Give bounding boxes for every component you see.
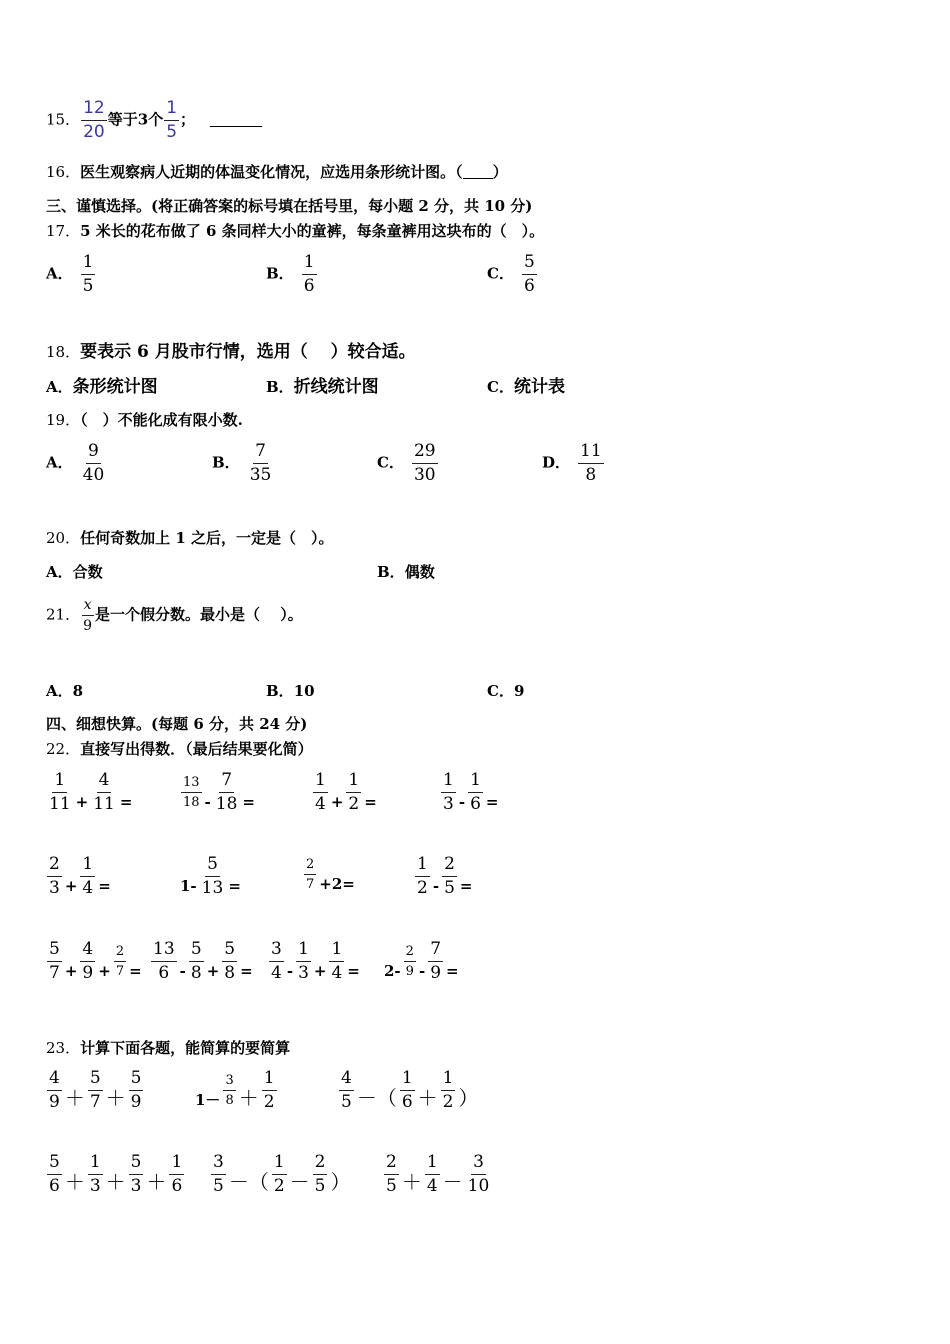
- fraction: $\frac{9}{40}$: [82, 441, 105, 485]
- fraction: $\frac{2}{5}$: [314, 1152, 326, 1196]
- option-b[interactable]: B．折线统计图: [266, 377, 379, 397]
- question-number: 22．: [46, 740, 81, 758]
- question-number: 15．: [46, 110, 81, 129]
- question-22: [46, 738, 313, 759]
- option-a[interactable]: A． $\frac{1}{5}$: [46, 252, 94, 296]
- question-19: [46, 409, 243, 430]
- option-c[interactable]: C． $\frac{29}{30}$: [377, 441, 436, 485]
- fraction: $\frac{x}{9}$: [83, 597, 93, 634]
- question-15: 15． $\frac{12}{20}$ 等于3个 $\frac{1}{5}$ ；: [46, 100, 262, 141]
- fraction: $\frac{29}{30}$: [413, 441, 436, 485]
- question-23: [46, 1037, 290, 1058]
- operator: ＋: [238, 1085, 259, 1110]
- fraction: $\frac{5}{9}$: [130, 1068, 142, 1112]
- fraction: $\frac{1}{4}$: [426, 1152, 438, 1196]
- option-b[interactable]: B． $\frac{1}{6}$: [266, 252, 315, 296]
- fraction: $\frac{7}{35}$: [249, 441, 272, 485]
- option-a[interactable]: A．条形统计图: [46, 377, 158, 397]
- fraction: $\frac{4}{5}$: [341, 1068, 352, 1112]
- option-c[interactable]: C．统计表: [487, 377, 565, 397]
- operator: －（: [228, 1169, 269, 1194]
- question-text: （ ）不能化成有限小数.: [80, 411, 243, 429]
- question-text: 计算下面各题，能简算的要简算: [80, 1039, 291, 1057]
- expression: $\frac{2}{3}$ + $\frac{1}{4}$ =: [49, 854, 111, 898]
- question-16: 16．医生观察病人近期的体温变化情况，应选用条形统计图。（ ）: [46, 163, 508, 181]
- option-b[interactable]: B． $\frac{7}{35}$: [212, 441, 272, 485]
- question-text: 5 米长的花布做了 6 条同样大小的童裤，每条童裤用这块布的（ ）。: [80, 222, 545, 240]
- fraction: $\frac{5}{7}$: [89, 1068, 101, 1112]
- expression: [338, 1070, 480, 1111]
- fraction: $\frac{1}{6}$: [401, 1068, 413, 1112]
- fraction: $\frac{1}{6}$: [303, 252, 315, 296]
- expression: $\frac{1}{4}$ + $\frac{1}{2}$ =: [315, 770, 377, 814]
- option-b[interactable]: B．偶数: [377, 563, 435, 581]
- fraction: $\frac{3}{10}$: [467, 1152, 490, 1196]
- option-b[interactable]: B．10: [266, 682, 315, 700]
- option-d[interactable]: D． $\frac{11}{8}$: [542, 441, 602, 485]
- expression: $\frac{1}{2}$ - $\frac{2}{5}$ =: [417, 854, 473, 898]
- fraction: $\frac{1}{5}$: [82, 252, 94, 296]
- expression: [46, 1070, 144, 1111]
- operator: ＋: [64, 1169, 85, 1194]
- operator: 1－: [195, 1090, 221, 1109]
- fraction: $\frac{3}{5}$: [213, 1152, 224, 1196]
- operator: ）: [330, 1169, 351, 1194]
- fraction: $\frac{4}{9}$: [49, 1068, 60, 1112]
- option-a[interactable]: A． $\frac{9}{40}$: [46, 441, 105, 485]
- section-heading: 四、细想快算。(每题 6 分，共 24 分): [46, 715, 308, 733]
- expression: $\frac{2}{7}$ +2=: [306, 857, 355, 893]
- operator: －: [289, 1169, 310, 1194]
- fraction: $\frac{1}{5}$: [166, 98, 178, 142]
- fraction: $\frac{5}{6}$: [523, 252, 535, 296]
- fraction: $\frac{1}{3}$: [89, 1152, 101, 1196]
- expression: [46, 1154, 185, 1195]
- fraction: $\frac{1}{6}$: [171, 1152, 183, 1196]
- question-number: 21．: [46, 605, 81, 624]
- question-18: [46, 337, 416, 362]
- question-number: 20．: [46, 529, 81, 547]
- expression: [383, 1154, 492, 1195]
- fraction: $\frac{1}{2}$: [442, 1068, 454, 1112]
- option-a[interactable]: A．合数: [46, 563, 103, 581]
- operator: ＋: [401, 1169, 422, 1194]
- operator: ＋: [417, 1085, 438, 1110]
- question-text: 直接写出得数．（最后结果要化简）: [80, 740, 313, 758]
- option-c[interactable]: C． $\frac{5}{6}$: [487, 252, 535, 296]
- question-number: 23．: [46, 1039, 81, 1057]
- fraction: $\frac{5}{3}$: [130, 1152, 142, 1196]
- fraction: $\frac{5}{6}$: [49, 1152, 60, 1196]
- operator: ＋: [64, 1085, 85, 1110]
- question-text: 任何奇数加上 1 之后，一定是（ ）。: [80, 529, 334, 547]
- question-number: 18．: [46, 343, 81, 361]
- question-17: [46, 220, 544, 241]
- option-a[interactable]: A．8: [46, 682, 84, 700]
- operator: ＋: [105, 1085, 126, 1110]
- expression: $\frac{3}{4}$ - $\frac{1}{3}$ + $\frac{1}{4}$ =: [271, 939, 360, 983]
- question-number: 16．: [46, 163, 81, 181]
- operator: －（: [356, 1085, 397, 1110]
- answer-blank[interactable]: [463, 166, 493, 179]
- expression: [193, 1070, 278, 1111]
- fraction: $\frac{12}{20}$: [83, 98, 105, 142]
- expression: [210, 1154, 352, 1195]
- question-number: 19．: [46, 411, 81, 429]
- question-20: [46, 527, 333, 548]
- fraction: $\frac{11}{8}$: [580, 441, 602, 485]
- fraction: $\frac{2}{5}$: [386, 1152, 397, 1196]
- question-number: 17．: [46, 222, 81, 240]
- question-text: 是一个假分数。最小是（ ）。: [95, 605, 303, 624]
- operator: ＋: [105, 1169, 126, 1194]
- question-21: [46, 598, 303, 633]
- expression: 1- $\frac{5}{13}$ =: [180, 854, 241, 898]
- option-c[interactable]: C．9: [487, 682, 525, 700]
- question-text: 要表示 6 月股市行情，选用（ ）较合适。: [80, 342, 416, 362]
- operator: ）: [458, 1085, 479, 1110]
- fraction: $\frac{3}{8}$: [225, 1073, 234, 1108]
- operator: －: [442, 1169, 463, 1194]
- section-heading: 三、谨慎选择。(将正确答案的标号填在括号里，每小题 2 分，共 10 分): [46, 197, 533, 215]
- expression: $\frac{13}{6}$ - $\frac{5}{8}$ + $\frac{5}{8}$ =: [153, 939, 253, 983]
- expression: $\frac{1}{3}$ - $\frac{1}{6}$ =: [443, 770, 499, 814]
- question-text: 医生观察病人近期的体温变化情况，应选用条形统计图。（: [80, 163, 463, 181]
- expression: $\frac{13}{18}$ - $\frac{7}{18}$ =: [183, 770, 255, 814]
- fraction: $\frac{1}{2}$: [263, 1068, 275, 1112]
- expression: $\frac{1}{11}$ + $\frac{4}{11}$ =: [49, 770, 133, 814]
- operator: ＋: [146, 1169, 167, 1194]
- expression: $\frac{5}{7}$ + $\frac{4}{9}$ + $\frac{2}{7}$ =: [49, 939, 142, 983]
- answer-blank[interactable]: [210, 112, 262, 127]
- expression: 2- $\frac{2}{9}$ - $\frac{7}{9}$ =: [384, 939, 459, 983]
- fraction: $\frac{1}{2}$: [273, 1152, 285, 1196]
